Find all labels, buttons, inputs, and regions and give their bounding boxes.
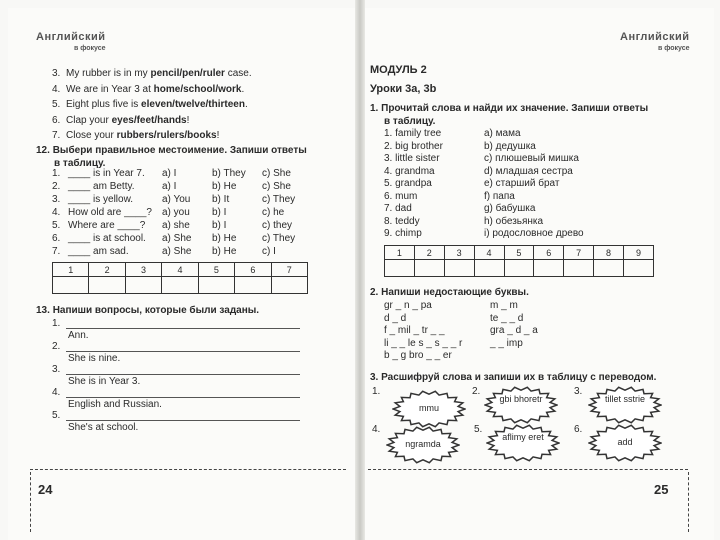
choice-options: eleven/twelve/thirteen — [141, 99, 245, 110]
ex3-title — [370, 372, 656, 385]
logo-subtitle: в фокусе — [657, 45, 690, 52]
table-header-cell: 5 — [504, 246, 534, 260]
option-c: c) They — [262, 233, 296, 244]
line-number: 3. — [52, 68, 61, 79]
scrambled-word: add — [617, 437, 633, 447]
table-header-cell: 9 — [624, 246, 654, 260]
question-number: 5. — [52, 410, 61, 421]
option-a: a) she — [162, 220, 190, 231]
choice-options: rubbers/rulers/books — [116, 130, 217, 141]
burst-outline — [485, 387, 557, 422]
page-number-left: 24 — [38, 482, 53, 497]
table-header-cell: 1 — [385, 246, 415, 260]
answer-line — [66, 328, 300, 329]
sentence-text: ! — [186, 114, 190, 126]
lessons-heading: Уроки 3a, 3b — [370, 83, 437, 95]
table-header-cell: 8 — [594, 246, 624, 260]
table-header-cell: 7 — [271, 263, 307, 277]
answer-cell — [385, 260, 415, 277]
ex1-title-line1: Прочитай слова и найди их значение. Запиши ответы — [381, 103, 649, 114]
option-a: a) You — [162, 194, 191, 205]
word-with-gaps: li _ _ le s _ s _ _ r — [384, 337, 463, 349]
logo-title: Английский — [620, 31, 690, 43]
ex12-number: 12. — [36, 145, 50, 156]
ex12-title — [36, 145, 307, 158]
option-a: a) I — [162, 181, 177, 192]
answer-cell — [271, 277, 307, 294]
sentence-text: . — [244, 99, 248, 110]
sentence-line — [52, 115, 189, 127]
russian-meaning: c) плюшевый мишка — [484, 153, 579, 164]
option-c: c) I — [262, 246, 276, 257]
option-c: c) She — [262, 168, 291, 179]
ex3-number: 3. — [370, 372, 379, 383]
scrambled-word: tillet sstrie — [604, 394, 645, 404]
word-with-gaps: b _ g bro _ _ er — [384, 350, 452, 361]
answer-cell — [198, 277, 234, 294]
english-word: 2. big brother — [384, 140, 443, 152]
table-header-cell: 4 — [474, 246, 504, 260]
ex2-number: 2. — [370, 287, 379, 298]
sentence-line — [52, 68, 252, 80]
given-answer: She is nine. — [68, 353, 121, 364]
english-word: 3. little sister — [384, 153, 440, 164]
russian-meaning: f) папа — [484, 190, 515, 202]
table-header-cell: 2 — [414, 246, 444, 260]
ex2-title — [370, 287, 529, 300]
row-number: 5. — [52, 220, 61, 231]
answer-line — [66, 374, 300, 375]
row-sentence: Where are ____? — [68, 220, 146, 231]
logo-title: Английский — [36, 31, 106, 43]
english-word: 7. dad — [384, 203, 412, 214]
row-sentence: ____ am Betty. — [68, 181, 135, 192]
ex13-number: 13. — [36, 305, 50, 316]
word-with-gaps: f _ mil _ tr _ _ — [384, 325, 445, 336]
option-a: a) She — [162, 246, 192, 257]
russian-meaning: a) мама — [484, 128, 521, 139]
sentence-text: Eight plus five is — [66, 99, 142, 110]
scrambled-word: gbi bhoretr — [499, 394, 543, 404]
english-word: 9. chimp — [384, 228, 422, 239]
ex1-title — [370, 103, 648, 116]
row-sentence: ____ is at school. — [68, 233, 146, 244]
table-header-cell: 1 — [53, 263, 89, 277]
answer-cell — [564, 260, 594, 277]
row-sentence: ____ is in Year 7. — [68, 168, 145, 179]
burst-shape — [588, 386, 662, 424]
table-header-cell: 3 — [444, 246, 474, 260]
russian-meaning: h) обезьянка — [484, 215, 544, 227]
table-header-cell: 2 — [89, 263, 125, 277]
row-sentence: ____ is yellow. — [68, 194, 134, 205]
option-a: a) She — [162, 233, 192, 244]
sentence-text: . — [241, 83, 245, 95]
item-number: 3. — [574, 386, 583, 397]
option-b: b) He — [212, 233, 237, 244]
ex13-title-text: Напиши вопросы, которые были заданы. — [52, 305, 260, 316]
given-answer: She's at school. — [68, 422, 139, 433]
module-heading: МОДУЛЬ 2 — [370, 64, 427, 76]
english-word: 4. grandma — [384, 165, 435, 177]
scrambled-word-burst — [588, 424, 662, 462]
ex3-title-text: Расшифруй слова и запиши их в таблицу с переводом. — [381, 372, 657, 383]
russian-meaning: b) дедушка — [484, 140, 536, 152]
word-with-gaps: d _ d — [384, 312, 407, 324]
ex12-answer-table — [52, 262, 308, 294]
option-b: b) I — [212, 207, 227, 218]
word-with-gaps: gr _ n _ pa — [384, 300, 432, 311]
right-footer-mark — [688, 472, 689, 532]
answer-cell — [125, 277, 161, 294]
ex13-title — [36, 305, 259, 318]
answer-cell — [444, 260, 474, 277]
sentence-text: Clap your — [66, 114, 112, 126]
sentence-line — [52, 130, 219, 142]
option-a: a) I — [162, 168, 177, 179]
ex1-answer-table — [384, 245, 654, 277]
table-header-cell: 3 — [125, 263, 161, 277]
scrambled-word-burst — [392, 390, 466, 428]
russian-meaning: e) старший брат — [484, 178, 560, 189]
question-number: 1. — [52, 318, 61, 329]
burst-shape — [486, 424, 560, 462]
word-with-gaps: te _ _ d — [490, 312, 524, 324]
word-with-gaps: gra _ d _ a — [490, 325, 538, 336]
sentence-text: We are in Year 3 at — [66, 83, 154, 95]
answer-cell — [534, 260, 564, 277]
answer-cell — [235, 277, 271, 294]
left-logo — [36, 28, 106, 52]
option-a: a) you — [162, 207, 190, 218]
option-b: b) It — [212, 194, 230, 205]
given-answer: English and Russian. — [68, 399, 162, 410]
choice-options: eyes/feet/hands — [111, 114, 187, 126]
scrambled-word: ngramda — [405, 439, 441, 449]
sentence-text: ! — [216, 130, 220, 141]
row-number: 3. — [52, 194, 61, 205]
english-word: 1. family tree — [384, 128, 442, 139]
sentence-text: Close your — [66, 130, 117, 141]
burst-shape — [484, 386, 558, 424]
item-number: 6. — [574, 424, 583, 435]
given-answer: She is in Year 3. — [68, 376, 141, 387]
given-answer: Ann. — [68, 330, 89, 341]
row-number: 7. — [52, 246, 61, 257]
table-header-cell: 4 — [162, 263, 198, 277]
option-b: b) He — [212, 246, 237, 257]
sentence-text: My rubber is in my — [66, 68, 151, 79]
answer-cell — [162, 277, 198, 294]
burst-outline — [487, 425, 559, 460]
option-b: b) He — [212, 181, 237, 192]
line-number: 6. — [52, 114, 61, 126]
logo-subtitle: в фокусе — [73, 45, 106, 52]
answer-cell — [474, 260, 504, 277]
answer-line — [66, 420, 300, 421]
item-number: 2. — [472, 386, 481, 397]
ex12-title-line1: Выбери правильное местоимение. Запиши ответы — [52, 145, 307, 156]
word-with-gaps: m _ m — [490, 300, 518, 311]
answer-cell — [414, 260, 444, 277]
russian-meaning: g) бабушка — [484, 203, 536, 214]
sentence-line — [52, 99, 248, 111]
russian-meaning: i) родословное древо — [484, 228, 584, 239]
choice-options: home/school/work — [153, 83, 242, 95]
sentence-line — [52, 84, 244, 96]
english-word: 5. grandpa — [384, 178, 432, 189]
left-footer-mark — [30, 472, 31, 532]
answer-line — [66, 351, 300, 352]
scrambled-word: mmu — [419, 403, 439, 413]
page-number-right: 25 — [654, 482, 669, 497]
ex1-number: 1. — [370, 103, 379, 114]
book-gutter — [355, 0, 365, 540]
choice-options: pencil/pen/ruler — [150, 68, 225, 79]
scrambled-word-burst — [486, 424, 560, 462]
scrambled-word-burst — [484, 386, 558, 424]
option-b: b) They — [212, 168, 246, 179]
scrambled-word-burst — [588, 386, 662, 424]
option-b: b) I — [212, 220, 227, 231]
row-number: 4. — [52, 207, 61, 218]
ex1-title-line2: в таблицу. — [384, 116, 436, 127]
scrambled-word-burst — [386, 426, 460, 464]
left-footer-rule — [30, 469, 346, 470]
table-header-cell: 6 — [235, 263, 271, 277]
line-number: 7. — [52, 130, 61, 141]
ex2-title-text: Напиши недостающие буквы. — [381, 287, 529, 298]
row-number: 6. — [52, 233, 61, 244]
table-header-cell: 6 — [534, 246, 564, 260]
answer-line — [66, 397, 300, 398]
right-footer-rule — [368, 469, 688, 470]
answer-cell — [53, 277, 89, 294]
item-number: 4. — [372, 424, 381, 435]
english-word: 6. mum — [384, 190, 418, 202]
line-number: 5. — [52, 99, 61, 110]
scrambled-word: aflimy eret — [502, 432, 544, 442]
option-c: c) She — [262, 181, 291, 192]
option-c: c) he — [262, 207, 285, 218]
table-header-cell: 7 — [564, 246, 594, 260]
item-number: 1. — [372, 386, 381, 397]
answer-cell — [594, 260, 624, 277]
answer-cell — [89, 277, 125, 294]
row-number: 2. — [52, 181, 61, 192]
row-sentence: ____ am sad. — [68, 246, 129, 257]
right-logo — [620, 28, 690, 52]
sentence-text: case. — [224, 68, 252, 79]
answer-cell — [504, 260, 534, 277]
line-number: 4. — [52, 83, 61, 95]
question-number: 3. — [52, 364, 61, 375]
question-number: 4. — [52, 387, 61, 398]
word-with-gaps: _ _ imp — [490, 337, 523, 349]
question-number: 2. — [52, 341, 61, 352]
answer-cell — [624, 260, 654, 277]
row-sentence: How old are ____? — [68, 207, 152, 218]
item-number: 5. — [474, 424, 483, 435]
option-c: c) They — [262, 194, 296, 205]
table-header-cell: 5 — [198, 263, 234, 277]
english-word: 8. teddy — [384, 215, 420, 227]
burst-outline — [589, 387, 661, 422]
russian-meaning: d) младшая сестра — [484, 165, 573, 177]
option-c: c) they — [262, 220, 293, 231]
row-number: 1. — [52, 168, 61, 179]
ex12-title-line2: в таблицу. — [54, 158, 106, 169]
